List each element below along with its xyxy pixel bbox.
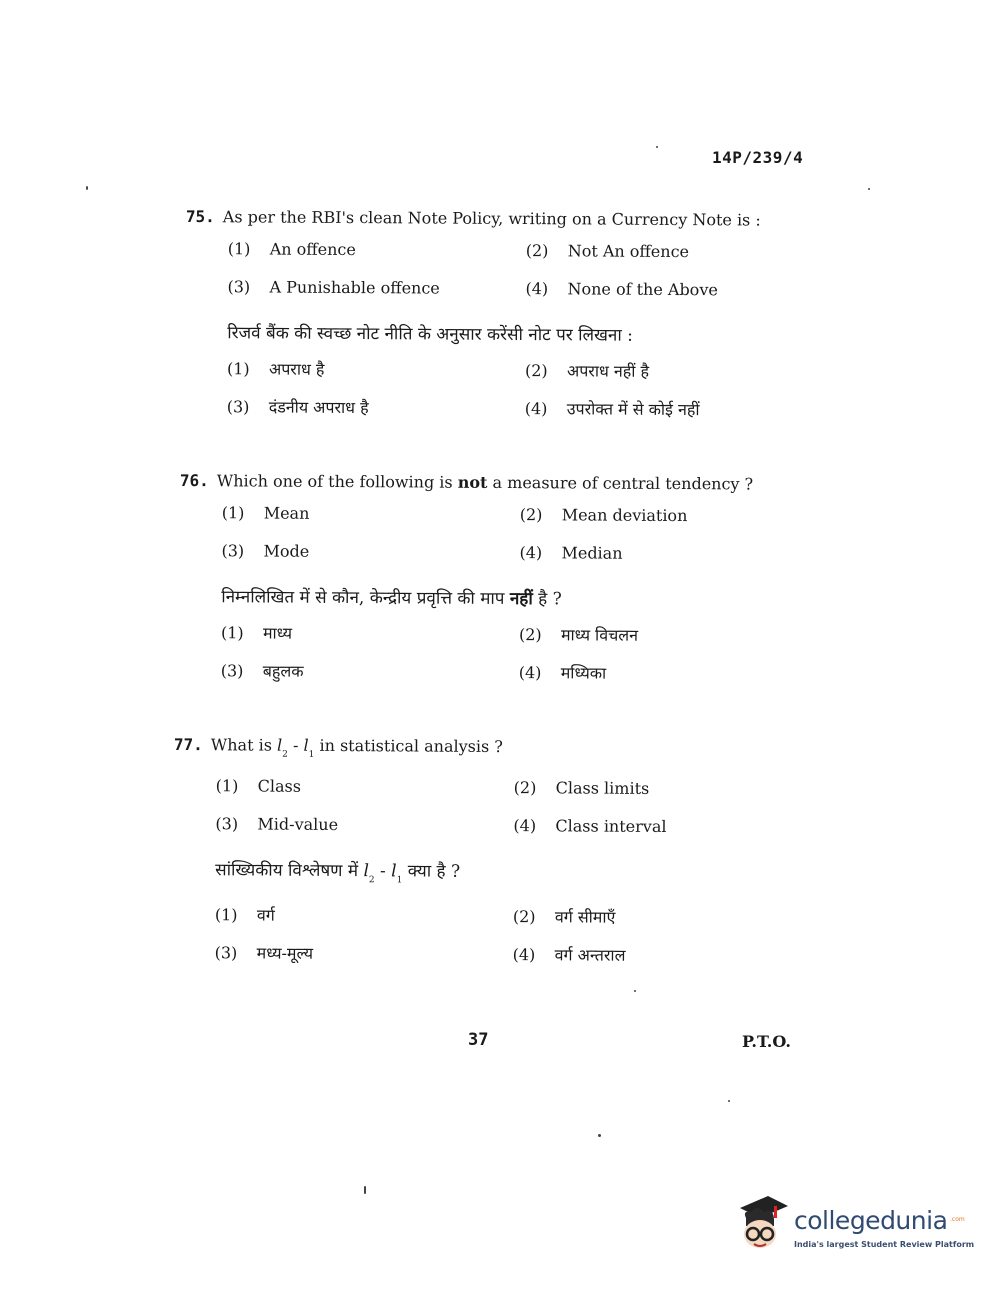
- option-text: उपरोक्त में से कोई नहीं: [566, 399, 700, 420]
- question-text-en-end: a measure of central tendency ?: [492, 472, 754, 494]
- collegedunia-watermark: [734, 1194, 975, 1264]
- option: [216, 775, 514, 799]
- scan-speck: [868, 188, 870, 190]
- option-number: (2): [519, 505, 543, 525]
- paper-code: 14P/239/4: [712, 148, 804, 167]
- option: [221, 622, 519, 646]
- option-number: (2): [512, 907, 536, 927]
- option: [526, 240, 826, 264]
- question-75: [185, 206, 826, 422]
- question-text: [186, 206, 826, 232]
- option: [215, 904, 513, 928]
- option-text: Class: [257, 776, 302, 796]
- option-number: (1): [214, 905, 238, 925]
- mascot-icon: [734, 1194, 792, 1260]
- options-en: [215, 775, 813, 839]
- options-hi: [221, 622, 819, 686]
- option-number: (3): [227, 277, 251, 297]
- option-number: (4): [519, 543, 543, 563]
- option-text: माध्य विचलन: [560, 625, 639, 645]
- option-text: Median: [561, 543, 623, 563]
- option-text: Mid-value: [257, 814, 339, 835]
- option: [519, 662, 819, 686]
- option-number: (3): [215, 814, 239, 834]
- option-text: वर्ग: [256, 905, 275, 925]
- minus-sign: -: [292, 735, 299, 755]
- question-emphasis: not: [457, 472, 488, 492]
- option-text: वर्ग सीमाएँ: [554, 907, 616, 927]
- subscript: 2: [368, 875, 375, 886]
- option: [525, 278, 825, 302]
- option-number: (3): [220, 661, 244, 681]
- scan-speck: [364, 1186, 366, 1194]
- option: [227, 276, 525, 300]
- option-text: Mean deviation: [561, 505, 688, 526]
- option-text: मध्य-मूल्य: [256, 943, 314, 963]
- option: [215, 813, 513, 837]
- option: [215, 942, 513, 966]
- option: [222, 502, 520, 526]
- option-text: Mode: [263, 541, 310, 561]
- option-number: (2): [513, 778, 537, 798]
- question-number: 75.: [185, 206, 215, 227]
- option-number: (1): [226, 359, 250, 379]
- option: [221, 540, 519, 564]
- option: [221, 660, 519, 684]
- scan-speck: [728, 1100, 730, 1102]
- option: [525, 360, 825, 384]
- subscript: 1: [308, 749, 315, 760]
- brand-name: collegedunia: [794, 1206, 948, 1235]
- option-text: अपराध है: [268, 359, 325, 379]
- variable-l2: l: [277, 735, 283, 755]
- option: [525, 398, 825, 422]
- question-text-en: As per the RBI's clean Note Policy, writing on a Currency Note is :: [222, 207, 761, 230]
- option: [513, 815, 813, 839]
- scan-speck: [634, 990, 636, 992]
- brand-tagline: India's largest Student Review Platform: [794, 1240, 975, 1249]
- option-text: Class limits: [555, 778, 650, 798]
- option: [227, 396, 525, 420]
- question-77: [173, 734, 814, 968]
- brand-suffix: .com: [950, 1216, 965, 1223]
- question-text-hi-start: सांख्यिकीय विश्लेषण में: [215, 860, 359, 882]
- option-text: मध्यिका: [560, 663, 607, 683]
- question-emphasis-hi: नहीं: [509, 589, 533, 610]
- option: [520, 504, 820, 528]
- option: [513, 944, 813, 968]
- page-number: 37: [468, 1030, 489, 1050]
- option: [228, 238, 526, 262]
- question-text-hi: [221, 586, 819, 612]
- question-text-hi-end: है ?: [538, 589, 562, 610]
- options-en: [221, 502, 819, 566]
- option-text: An offence: [269, 239, 356, 260]
- option-text: A Punishable offence: [269, 277, 440, 298]
- option-number: (4): [513, 816, 537, 836]
- pto-label: P.T.O.: [742, 1032, 791, 1051]
- options-en: [227, 238, 825, 302]
- scan-speck: [656, 146, 658, 148]
- question-text-hi: [215, 859, 813, 894]
- option-number: (1): [221, 503, 245, 523]
- question-text-en-end: in statistical analysis ?: [319, 735, 503, 757]
- option-text: वर्ग अन्तराल: [554, 945, 626, 965]
- question-text-hi-end: क्या है ?: [407, 861, 461, 882]
- option-number: (1): [220, 623, 244, 643]
- option-number: (2): [525, 241, 549, 261]
- option-number: (2): [518, 625, 542, 645]
- question-text-hi: रिजर्व बैंक की स्वच्छ नोट नीति के अनुसार करेंसी नोट पर लिखना :: [227, 323, 633, 346]
- option-text: अपराध नहीं है: [566, 361, 650, 381]
- option-number: (3): [214, 943, 238, 963]
- question-number: 76.: [179, 470, 209, 491]
- scan-speck: [598, 1134, 601, 1137]
- option-text: माध्य: [262, 623, 293, 643]
- question-text-en: What is: [210, 735, 273, 755]
- option-text: दंडनीय अपराध है: [268, 397, 369, 418]
- options-hi: [227, 358, 825, 422]
- option-text: Class interval: [555, 816, 667, 837]
- option: [519, 542, 819, 566]
- option-number: (4): [525, 279, 549, 299]
- variable-l2: l: [363, 861, 369, 882]
- variable-l1: l: [303, 735, 309, 755]
- option-number: (3): [226, 397, 250, 417]
- question-text-hi-start: निम्नलिखित में से कौन, केन्द्रीय प्रवृत्ति की माप: [221, 587, 505, 609]
- option-number: (1): [215, 776, 239, 796]
- option-text: None of the Above: [567, 279, 718, 300]
- question-76: [179, 470, 820, 686]
- option: [227, 358, 525, 382]
- option-number: (3): [221, 541, 245, 561]
- option-text: Mean: [263, 503, 310, 523]
- question-text: [180, 470, 820, 496]
- option-number: (4): [518, 663, 542, 683]
- option-text: बहुलक: [262, 661, 304, 681]
- option-number: (4): [524, 399, 548, 419]
- question-text-en: Which one of the following is: [216, 471, 453, 492]
- option-number: (4): [512, 945, 536, 965]
- question-text: [174, 734, 814, 769]
- subscript: 1: [396, 875, 403, 886]
- option-text: Not An offence: [567, 241, 690, 262]
- option: [513, 906, 813, 930]
- question-number: 77.: [173, 735, 203, 755]
- option-number: (1): [227, 239, 251, 259]
- minus-sign: -: [379, 861, 386, 882]
- options-hi: [215, 904, 813, 968]
- option: [514, 777, 814, 801]
- subscript: 2: [282, 749, 288, 760]
- option: [519, 624, 819, 648]
- option-number: (2): [524, 361, 548, 381]
- scan-speck: [86, 186, 88, 190]
- variable-l1: l: [391, 861, 397, 882]
